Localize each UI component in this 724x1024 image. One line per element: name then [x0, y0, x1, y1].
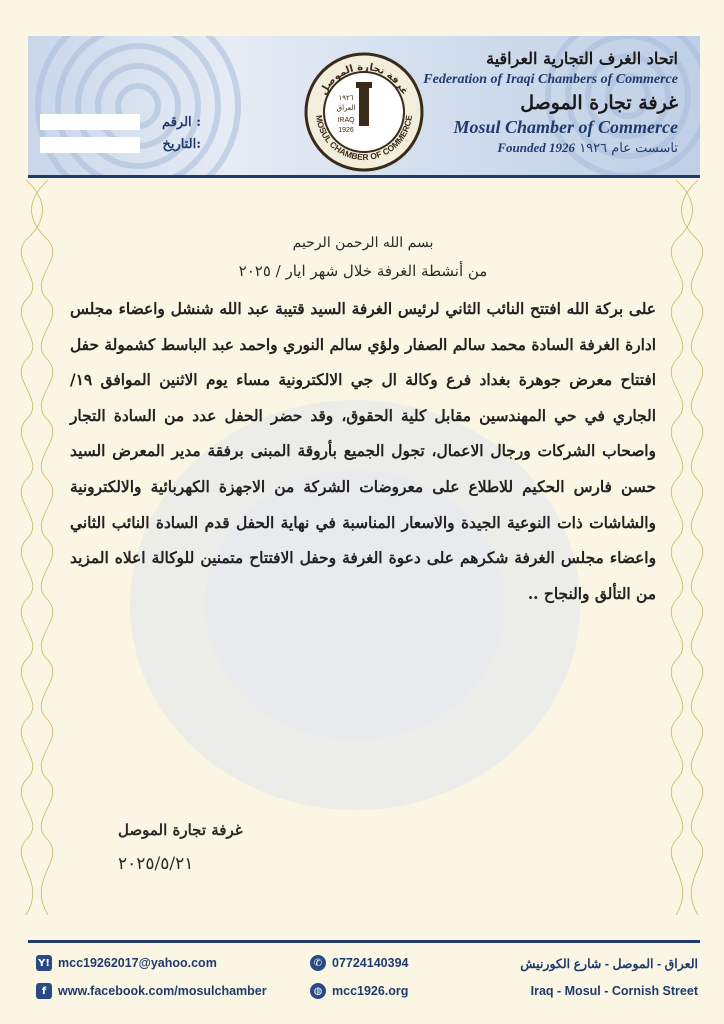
yahoo-icon: Y!: [36, 955, 52, 971]
ref-number-field: [40, 114, 140, 130]
globe-icon: ◍: [310, 983, 326, 999]
founded-ar: تاسست عام ١٩٢٦: [579, 141, 678, 156]
organization-names: [418, 48, 678, 159]
footer-website[interactable]: [310, 983, 408, 999]
footer-phone[interactable]: [310, 955, 408, 971]
chamber-name-en: Mosul Chamber of Commerce: [453, 117, 678, 137]
email-text: mcc19262017@yahoo.com: [58, 956, 217, 970]
website-text: mcc1926.org: [332, 984, 409, 998]
header-divider: [28, 175, 700, 178]
facebook-icon: f: [36, 983, 52, 999]
phone-text: 07724140394: [332, 956, 409, 970]
letter-body: [70, 292, 656, 612]
svg-text:IRAQ: IRAQ: [337, 117, 355, 124]
letter-subject: من أنشطة الغرفة خلال شهر ايار / ٢٠٢٥: [238, 262, 488, 280]
founded-line: [418, 138, 678, 159]
ref-number-label: الرقم :: [162, 115, 201, 130]
chamber-seal-logo: [302, 50, 426, 174]
chamber-name-ar: غرفة تجارة الموصل: [520, 92, 678, 114]
svg-text:1926: 1926: [338, 127, 354, 134]
signature-name: غرفة تجارة الموصل: [118, 821, 243, 839]
letter-paragraph: على بركة الله افتتح النائب الثاني لرئيس الغرفة السيد قتيبة عبد الله شنشل واعضاء مجلس ادارة الغرفة السادة محمد سالم الصفار ولؤي سالم النوري واحمد عبد الباسط كشمولة حفل افتتاح معرض جوهرة بغداد فرع وكالة ال جي الالكترونية مساء يوم الاثنين الموافق ١٩/ الجاري في حي المهندسين مقابل كلية الحقوق، وقد حضر الحفل عدد من السادة التجار واصحاب الشركات ورجال الاعمال، تجول الجميع بأروقة المبنى برفقة مدير المعرض السيد حسن فارس الحكيم للاطلاع على معروضات الشركة من الاجهزة الكهربائية والالكترونية والشاشات ذات النوعية الجيدة والاسعار المناسبة في نهاية الحفل قدم السادة النائب الثاني واعضاء مجلس الغرفة شكرهم على دعوة الغرفة وحفل الافتتاح متمنين للوكالة اعلاه المزيد من التألق والنجاح ..: [70, 300, 656, 603]
basmala: بسم الله الرحمن الرحيم: [292, 235, 434, 251]
signature-block: [118, 818, 243, 874]
footer-address-ar: العراق - الموصل - شارع الكورنيش: [520, 957, 698, 971]
footer-address-en: Iraq - Mosul - Cornish Street: [530, 984, 698, 998]
svg-text:MOSUL CHAMBER OF COMMERCE: MOSUL CHAMBER OF COMMERCE: [314, 114, 414, 163]
footer-email[interactable]: [36, 955, 217, 971]
svg-text:١٩٢٦: ١٩٢٦: [338, 94, 354, 102]
founded-en: Founded 1926: [497, 140, 576, 155]
footer-divider: [28, 940, 700, 943]
letter-content: [70, 230, 656, 612]
left-ornament-border: [18, 180, 58, 915]
facebook-text: www.facebook.com/mosulchamber: [58, 984, 267, 998]
federation-name-en: Federation of Iraqi Chambers of Commerce: [423, 72, 678, 87]
federation-name-ar: اتحاد الغرف التجارية العراقية: [486, 49, 678, 68]
ref-labels: [145, 112, 201, 156]
footer-facebook[interactable]: [36, 983, 267, 999]
whatsapp-icon: ✆: [310, 955, 326, 971]
ref-date-field: [40, 137, 140, 153]
right-ornament-border: [668, 180, 708, 915]
svg-text:العراق: العراق: [336, 104, 356, 112]
ref-date-label: التاريخ:: [162, 137, 201, 152]
signature-date: ٢٠٢٥/٥/٢١: [118, 854, 194, 874]
svg-text:غرفة تجارة الموصل: غرفة تجارة الموصل: [318, 61, 410, 97]
